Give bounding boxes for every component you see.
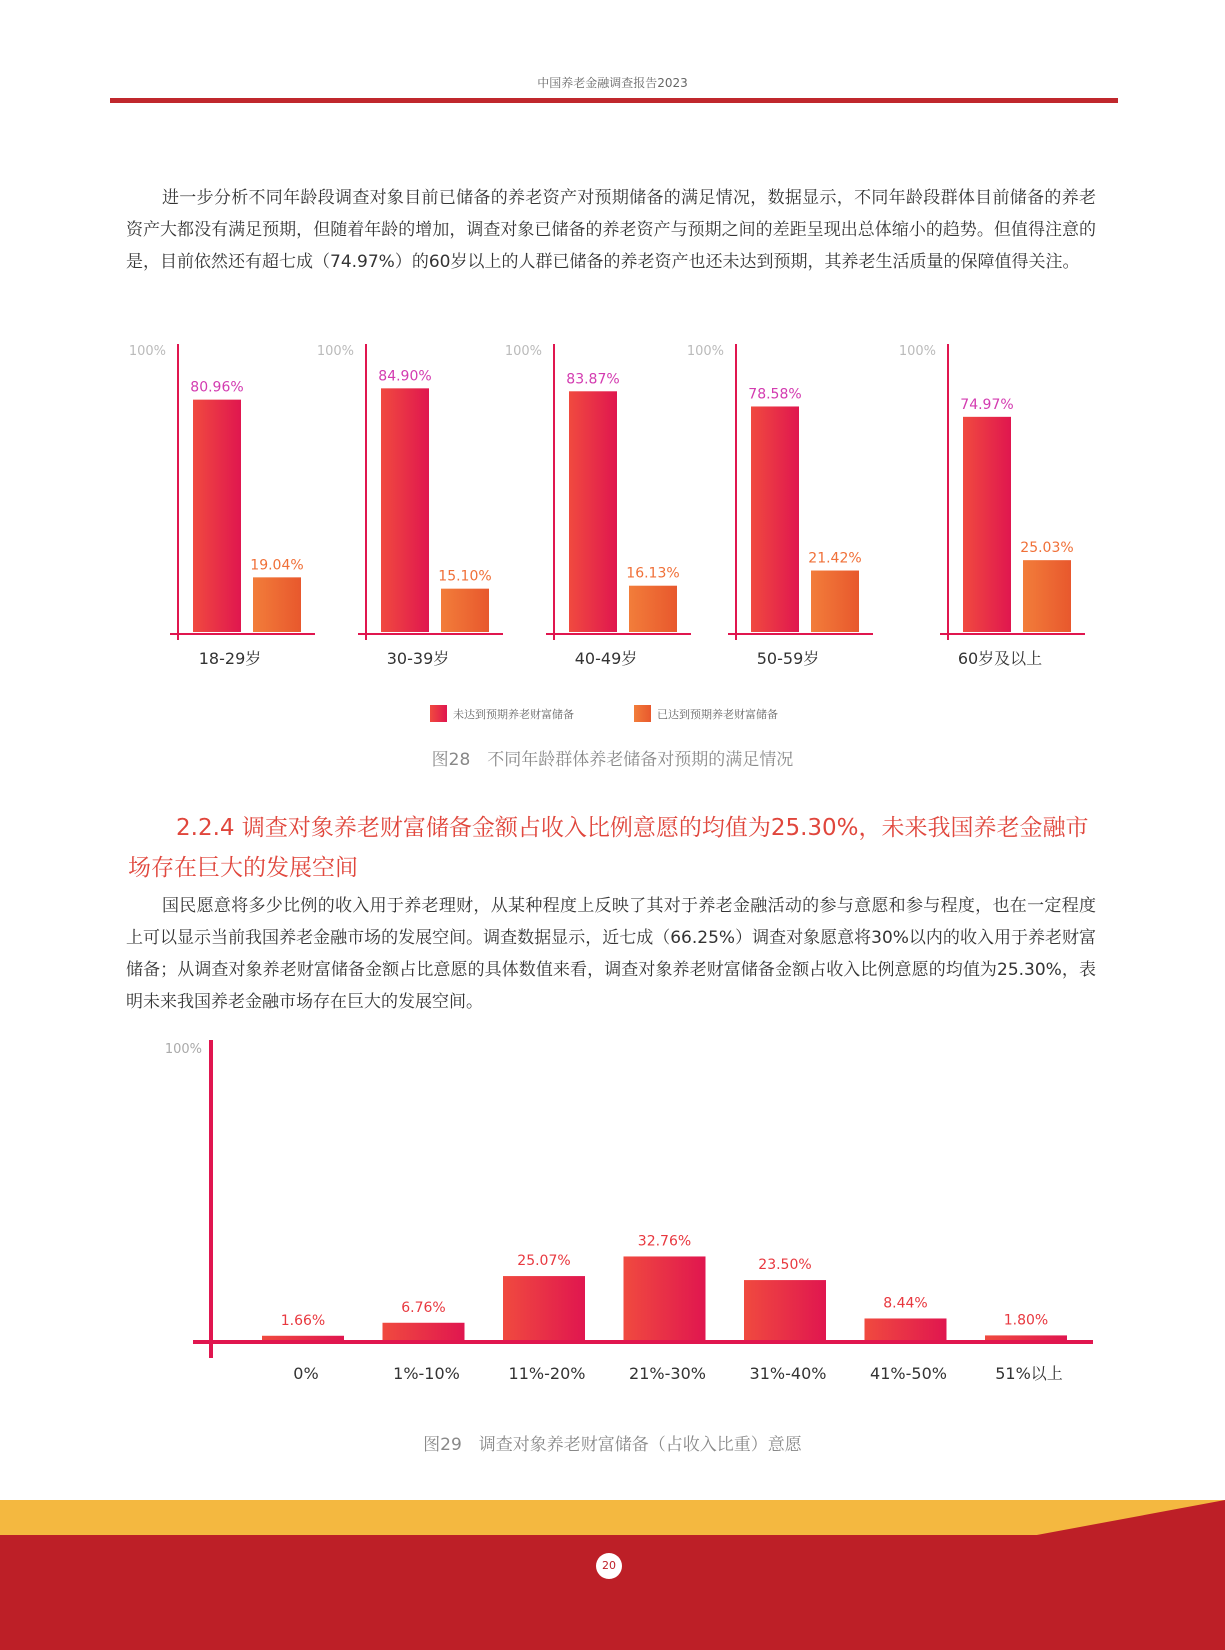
- body-paragraph-2: 国民愿意将多少比例的收入用于养老理财，从某种程度上反映了其对于养老金融活动的参与意愿和参与程度，也在一定程度上可以显示当前我国养老金融市场的发展空间。调查数据显示，近七成（66.25%）调查对象愿意将30%以内的收入用于养老财富储备；从调查对象养老财富储备金额占比意愿的具体数值来看，调查对象养老财富储备金额占收入比例意愿的均值为25.30%，表明未来我国养老金融市场存在巨大的发展空间。: [126, 896, 1096, 1012]
- axis-max-label: 100%: [128, 344, 166, 359]
- section-heading: 2.2.4 调查对象养老财富储备金额占收入比例意愿的均值为25.30%，未来我国养老金融市场存在巨大的发展空间: [128, 815, 1089, 881]
- bar-met: [629, 586, 677, 632]
- category-label: 60岁及以上: [957, 649, 1043, 668]
- bar-met: [811, 571, 859, 632]
- running-header: 中国养老金融调查报告2023: [537, 76, 688, 90]
- bar-unmet: [381, 388, 429, 632]
- data-label: 78.58%: [748, 386, 802, 403]
- bar: [744, 1280, 826, 1340]
- data-label: 80.96%: [190, 379, 244, 396]
- category-label: 21%-30%: [629, 1364, 706, 1383]
- category-label: 18-29岁: [198, 649, 262, 668]
- bar: [624, 1256, 706, 1340]
- footer-red-band: [0, 1535, 1225, 1650]
- data-label: 84.90%: [378, 368, 432, 385]
- bar: [262, 1336, 344, 1340]
- axis-max-label: 100%: [164, 1042, 202, 1057]
- data-label: 8.44%: [883, 1295, 928, 1312]
- data-label: 15.10%: [438, 568, 492, 585]
- axis-max-label: 100%: [504, 344, 542, 359]
- axis-max-label: 100%: [316, 344, 354, 359]
- figure29-caption: 图29 调查对象养老财富储备（占收入比重）意愿: [423, 1435, 802, 1455]
- data-label: 19.04%: [250, 557, 304, 574]
- data-label: 74.97%: [960, 396, 1014, 413]
- bar-unmet: [569, 391, 617, 632]
- bar: [503, 1276, 585, 1340]
- data-label: 6.76%: [401, 1299, 446, 1316]
- figure29-chart: [0, 1030, 1225, 1390]
- legend-swatch-met: [634, 705, 651, 722]
- legend-item-met: [634, 705, 778, 722]
- category-label: 40-49岁: [574, 649, 638, 668]
- data-label: 1.80%: [1003, 1312, 1049, 1329]
- data-label: 23.50%: [758, 1257, 812, 1274]
- category-label: 1%-10%: [393, 1364, 460, 1383]
- category-label: 0%: [293, 1364, 319, 1383]
- figure28-chart: [0, 330, 1225, 670]
- bar-met: [1023, 560, 1071, 632]
- data-label: 1.66%: [280, 1312, 326, 1329]
- legend-label-unmet: 未达到预期养老财富储备: [453, 707, 574, 721]
- legend-swatch-unmet: [430, 705, 447, 722]
- header-rule: [110, 98, 1118, 103]
- bar-unmet: [963, 417, 1011, 632]
- data-label: 25.03%: [1020, 540, 1074, 557]
- category-label: 41%-50%: [870, 1364, 947, 1383]
- category-label: 31%-40%: [749, 1364, 827, 1383]
- data-label: 83.87%: [566, 371, 620, 388]
- category-label: 11%-20%: [508, 1364, 586, 1383]
- data-label: 16.13%: [626, 565, 680, 582]
- category-label: 50-59岁: [756, 649, 820, 668]
- bar-unmet: [751, 406, 799, 632]
- data-label: 21.42%: [808, 550, 862, 567]
- body-paragraph-1: 进一步分析不同年龄段调查对象目前已储备的养老资产对预期储备的满足情况，数据显示，不同年龄段群体目前储备的养老资产大都没有满足预期，但随着年龄的增加，调查对象已储备的养老资产与预期之间的差距呈现出总体缩小的趋势。但值得注意的是，目前依然还有超七成（74.97%）的60岁以上的人群已储备的养老资产也还未达到预期，其养老生活质量的保障值得关注。: [126, 188, 1096, 272]
- footer-wedge: [0, 1500, 1225, 1540]
- legend-item-unmet: [430, 705, 574, 722]
- figure28-caption: 图28 不同年龄群体养老储备对预期的满足情况: [431, 750, 794, 770]
- bar-unmet: [193, 400, 241, 632]
- data-label: 32.76%: [637, 1233, 692, 1250]
- bar-met: [441, 589, 489, 632]
- axis-max-label: 100%: [898, 344, 936, 359]
- legend-label-met: 已达到预期养老财富储备: [657, 707, 778, 721]
- axis-max-label: 100%: [686, 344, 724, 359]
- bar-met: [253, 577, 301, 632]
- bar: [383, 1323, 465, 1340]
- data-label: 25.07%: [517, 1253, 571, 1270]
- page-number: 20: [596, 1553, 622, 1579]
- bar: [985, 1335, 1067, 1340]
- bar: [865, 1318, 947, 1340]
- category-label: 51%以上: [995, 1364, 1063, 1383]
- category-label: 30-39岁: [386, 649, 450, 668]
